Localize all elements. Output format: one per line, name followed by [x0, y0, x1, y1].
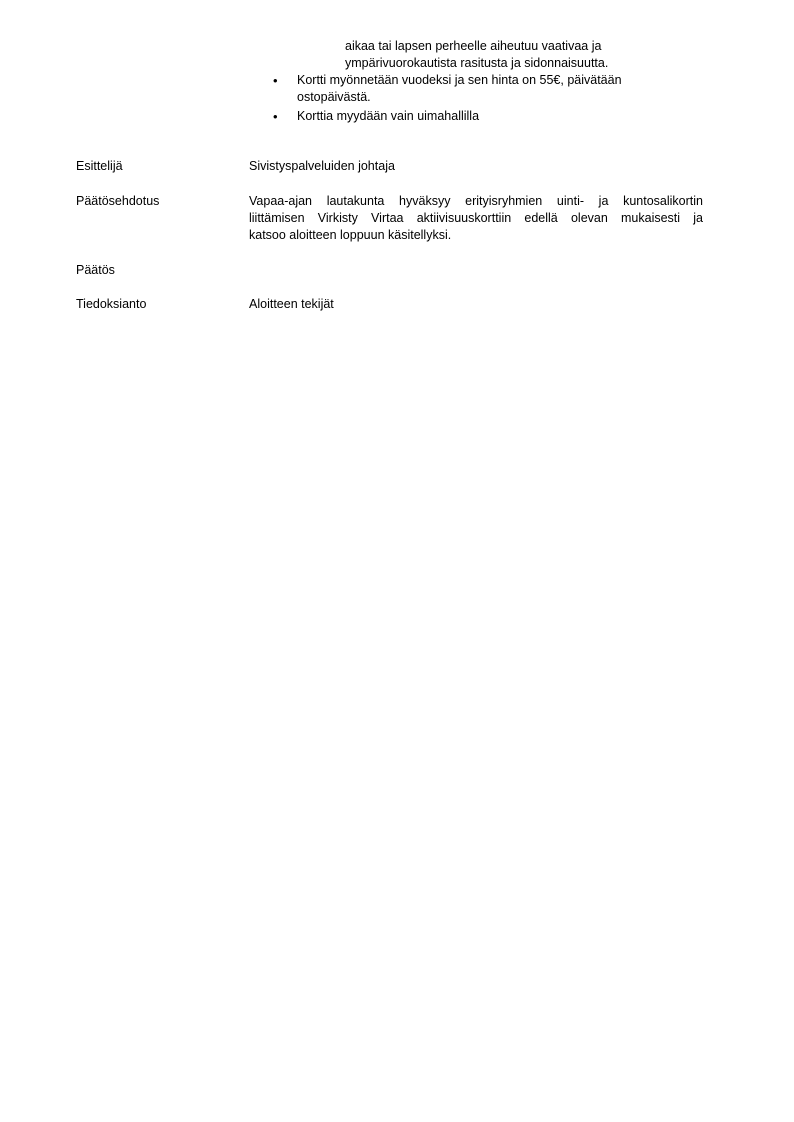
field-label: Päätös	[76, 263, 115, 277]
field-value: Sivistyspalveluiden johtaja	[249, 159, 395, 173]
bullet-line: Kortti myönnetään vuodeksi ja sen hinta on 55€, päivätään	[297, 73, 622, 87]
list-item	[273, 72, 713, 106]
continued-line: ympärivuorokautista rasitusta ja sidonnaisuutta.	[345, 56, 609, 70]
field-value-line: katsoo aloitteen loppuun käsitellyksi.	[249, 228, 452, 242]
continued-list-text	[345, 38, 685, 72]
bullet-line: ostopäivästä.	[297, 90, 371, 104]
field-value: Aloitteen tekijät	[249, 297, 334, 311]
bullet-icon: •	[273, 73, 278, 88]
field-label: Päätösehdotus	[76, 194, 160, 208]
field-value	[249, 193, 703, 244]
bullet-list	[273, 72, 713, 127]
field-value-line: Vapaa-ajan lautakunta hyväksyy erityisryhmien uinti- ja kuntosalikortin	[249, 194, 703, 208]
field-label: Tiedoksianto	[76, 297, 147, 311]
field-label: Esittelijä	[76, 159, 123, 173]
list-item	[273, 108, 713, 125]
field-value-line: liittämisen Virkisty Virtaa aktiivisuuskorttiin edellä olevan mukaisesti ja	[249, 211, 703, 225]
bullet-line: Korttia myydään vain uimahallilla	[297, 109, 480, 123]
bullet-icon: •	[273, 109, 278, 124]
continued-line: aikaa tai lapsen perheelle aiheutuu vaativaa ja	[345, 39, 602, 53]
